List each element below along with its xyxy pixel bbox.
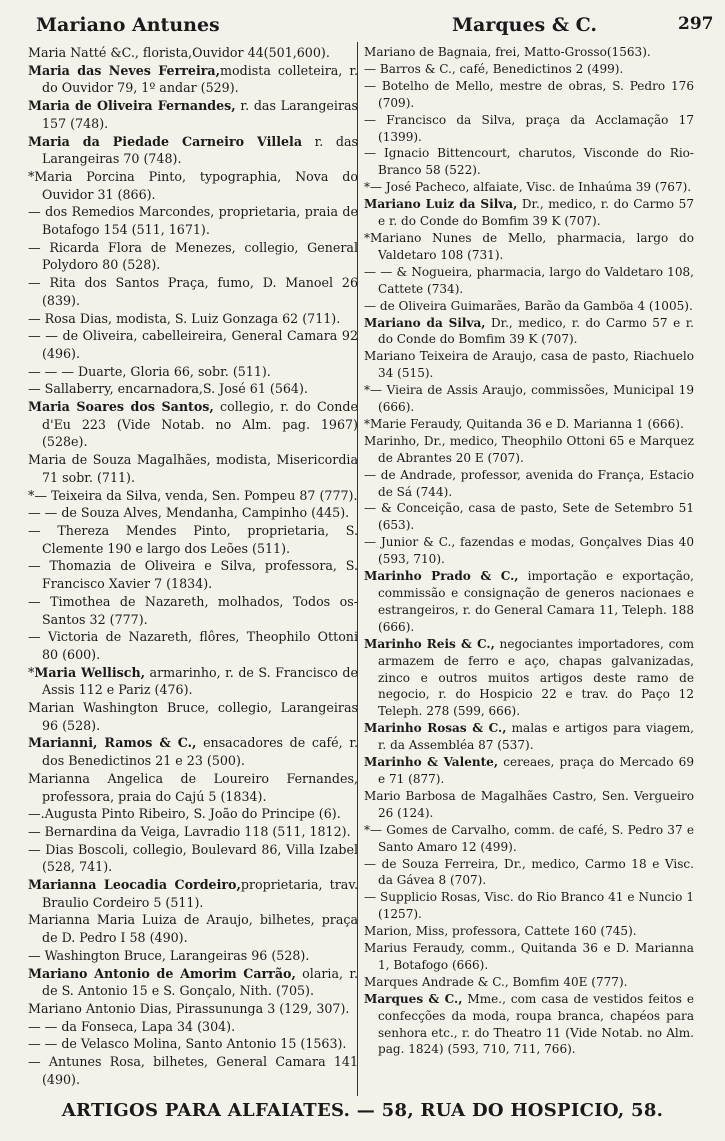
directory-entry: [28, 557, 358, 592]
directory-entry: [28, 947, 358, 965]
entry-text: — — & Nogueira, pharmacia, largo do Valdetaro 108, Cattete (734).: [364, 264, 694, 296]
directory-entry: [364, 112, 694, 146]
directory-entry: [364, 61, 694, 78]
directory-entry: [28, 911, 358, 946]
directory-entry: [28, 699, 358, 734]
entry-text: — — de Oliveira, cabelleireira, General Camara 92 (496).: [28, 328, 358, 361]
directory-entry: [28, 1053, 358, 1088]
directory-entry: [28, 965, 358, 1000]
directory-entry: [28, 805, 358, 823]
entry-text: — Dias Boscoli, collegio, Boulevard 86, Villa Izabel (528, 741).: [28, 841, 358, 875]
directory-entry: [28, 504, 358, 522]
page-number: 297: [678, 14, 714, 34]
entry-name-bold: Marianni, Ramos & C.,: [28, 735, 197, 751]
entry-text: negociantes importadores, com armazem de ferro e aço, chapas galvanizadas, zinco e outros muitos artigos deste ramo de negocio, r. do Hospicio 22 e trav. do Paço 12 Teleph. 278 (599, 666).: [378, 636, 694, 719]
directory-entry: [28, 876, 358, 911]
directory-entry: [364, 889, 694, 923]
entry-text: Mariano de Bagnaia, frei, Matto-Grosso(1563).: [364, 45, 651, 59]
entry-name-bold: Marques & C.,: [364, 991, 463, 1006]
directory-entry: [28, 168, 358, 203]
directory-entry: [364, 433, 694, 467]
directory-entry: [28, 380, 358, 398]
entry-text: — Barros & C., café, Benedictinos 2 (499).: [364, 61, 624, 76]
directory-entry: [364, 534, 694, 568]
directory-entry: [28, 487, 358, 505]
page-header: [0, 14, 725, 44]
directory-entry: [364, 788, 694, 822]
entry-text: Mariano Antonio Dias, Pirassununga 3 (129, 307).: [28, 1000, 350, 1016]
entry-text: Marianna Angelica de Loureiro Fernandes, professora, praia do Cajú 5 (1834).: [28, 770, 358, 804]
entry-text: — Ignacio Bittencourt, charutos, Visconde do Rio-Branco 58 (522).: [364, 146, 694, 178]
entry-text: olaria, r. de S. Antonio 15 e S. Gonçalo, Nith. (705).: [42, 965, 358, 999]
directory-entry: [28, 593, 358, 628]
entry-text: Mario Barbosa de Magalhães Castro, Sen. Vergueiro 26 (124).: [364, 788, 694, 820]
entry-text: *— Teixeira da Silva, venda, Sen. Pompeu 87 (777).: [28, 487, 358, 503]
directory-entry: [28, 97, 358, 132]
directory-entry: [364, 416, 694, 433]
entry-text: Marius Feraudy, comm., Quitanda 36 e D. Marianna 1, Botafogo (666).: [364, 941, 694, 972]
entry-text: Marian Washington Bruce, collegio, Larangeiras 96 (528).: [28, 700, 358, 733]
directory-entry: [364, 822, 694, 856]
directory-entry: [28, 62, 358, 97]
entry-text: Marinho, Dr., medico, Theophilo Ottoni 65 e Marquez de Abrantes 20 E (707).: [364, 433, 694, 465]
entry-text: — — de Souza Alves, Mendanha, Campinho (445).: [28, 505, 350, 521]
entry-text: *Marie Feraudy, Quitanda 36 e D. Marianna 1 (666).: [364, 416, 684, 431]
directory-entry: [28, 1018, 358, 1036]
directory-entry: [28, 823, 358, 841]
directory-entry: [364, 568, 694, 636]
directory-entry: [28, 1000, 358, 1018]
directory-entry: [28, 274, 358, 309]
entry-text: r. das Larangeiras 70 (748).: [42, 133, 358, 167]
entry-text: — Francisco da Silva, praça da Acclamação 17 (1399).: [364, 112, 694, 144]
directory-entry: [28, 841, 358, 876]
entry-text: — Ricarda Flora de Menezes, collegio, General Polydoro 80 (528).: [28, 239, 358, 273]
directory-entry: [28, 1035, 358, 1053]
entry-name-bold: Marinho & Valente,: [364, 755, 499, 770]
directory-entry: [364, 856, 694, 890]
directory-entry: [364, 298, 694, 315]
entry-text: *Maria Porcina Pinto, typographia, Nova do Ouvidor 31 (866).: [28, 168, 358, 202]
entry-text: *— José Pacheco, alfaiate, Visc. de Inhaúma 39 (767).: [364, 180, 692, 195]
column-divider: [357, 42, 358, 1096]
entry-text: — Sallaberry, encarnadora,S. José 61 (564).: [28, 381, 308, 397]
entry-text: armarinho, r. de S. Francisco de Assis 112 e Pariz (476).: [42, 664, 358, 698]
directory-entry: [28, 203, 358, 238]
entry-name-bold: Maria de Oliveira Fernandes,: [28, 98, 236, 114]
entry-text: importação e exportação, commissão e consignação de generos nacionaes e estrangeiros, r. do General Camara 11, Teleph. 188 (666).: [378, 569, 694, 634]
entry-text: r. das Larangeiras 157 (748).: [42, 98, 359, 131]
directory-entry: [28, 310, 358, 328]
entry-text: Marion, Miss, professora, Cattete 160 (745).: [364, 924, 637, 939]
directory-entry: [28, 734, 358, 769]
entry-text: ensacadores de café, r. dos Benedictinos 21 e 23 (500).: [42, 735, 358, 769]
entry-text: — Junior & C., fazendas e modas, Gonçalves Dias 40 (593, 710).: [364, 535, 694, 567]
directory-entry: [28, 522, 358, 557]
directory-entry: [28, 44, 358, 62]
entry-text: proprietaria, trav. Braulio Cordeiro 5 (511).: [42, 877, 358, 910]
entry-text: — Thomazia de Oliveira e Silva, professora, S. Francisco Xavier 7 (1834).: [28, 558, 358, 592]
entry-name-bold: Marianna Leocadia Cordeiro,: [28, 877, 241, 893]
entry-name-bold: Mariano da Silva,: [364, 315, 486, 330]
directory-entry: [364, 991, 694, 1059]
entry-text: — Victoria de Nazareth, flôres, Theophilo Ottoni 80 (600).: [28, 629, 358, 662]
entry-text: modista colleteira, r. do Ouvidor 79, 1º andar (529).: [42, 62, 359, 96]
directory-entry: [364, 754, 694, 788]
entry-name-bold: Marinho Rosas & C.,: [364, 721, 507, 736]
entry-text: — dos Remedios Marcondes, proprietaria, praia de Botafogo 154 (511, 1671).: [28, 204, 358, 238]
left-column: [28, 44, 358, 1088]
entry-text: Marianna Maria Luiza de Araujo, bilhetes, praça de D. Pedro I 58 (490).: [28, 912, 358, 946]
entry-name-bold: Mariano Antonio de Amorim Carrão,: [28, 965, 296, 981]
entry-text: — Rita dos Santos Praça, fumo, D. Manoel 26 (839).: [28, 275, 358, 308]
entry-marker: *: [28, 664, 35, 680]
entry-text: — Bernardina da Veiga, Lavradio 118 (511, 1812).: [28, 823, 351, 839]
entry-text: — de Souza Ferreira, Dr., medico, Carmo 18 e Visc. da Gávea 8 (707).: [364, 856, 694, 888]
directory-entry: [364, 264, 694, 298]
entry-text: Mariano Teixeira de Araujo, casa de pasto, Riachuelo 34 (515).: [364, 349, 694, 381]
header-right-guide-word: Marques & C.: [452, 14, 598, 36]
right-column: [364, 44, 694, 1058]
directory-entry: [364, 382, 694, 416]
directory-entry: [364, 500, 694, 534]
entry-text: *— Vieira de Assis Araujo, commissões, Municipal 19 (666).: [364, 383, 694, 415]
entry-text: *Mariano Nunes de Mello, pharmacia, largo do Valdetaro 108 (731).: [364, 230, 694, 262]
entry-text: — Rosa Dias, modista, S. Luiz Gonzaga 62 (711).: [28, 310, 341, 326]
directory-entry: [364, 974, 694, 991]
entry-name-bold: Marinho Reis & C.,: [364, 636, 495, 651]
entry-text: Dr., medico, r. do Carmo 57 e r. do Conde do Bomfim 39 K (707).: [378, 315, 694, 347]
directory-entry: [364, 315, 694, 349]
entry-text: Mme., com casa de vestidos feitos e confecções da moda, roupa branca, chapéos para senhora etc., r. do Theatro 11 (Vide Notab. no Alm. pag. 1824) (593, 710, 711, 766).: [378, 991, 694, 1057]
directory-entry: [28, 451, 358, 486]
entry-text: cereaes, praça do Mercado 69 e 71 (877).: [378, 755, 694, 786]
entry-name-bold: Maria Wellisch,: [34, 664, 146, 680]
entry-text: — Washington Bruce, Larangeiras 96 (528).: [28, 947, 310, 963]
entry-text: — Supplicio Rosas, Visc. do Rio Branco 41 e Nuncio 1 (1257).: [364, 890, 694, 922]
directory-entry: [364, 44, 694, 61]
entry-text: collegio, r. do Conde d'Eu 223 (Vide Notab. no Alm. pag. 1967) (528e).: [42, 399, 358, 450]
directory-entry: [28, 239, 358, 274]
entry-text: Maria Natté &C., florista,Ouvidor 44(501,600).: [28, 45, 330, 60]
directory-entry: [28, 770, 358, 805]
directory-entry: [364, 78, 694, 112]
directory-entry: [364, 348, 694, 382]
entry-text: malas e artigos para viagem, r. da Assembléa 87 (537).: [378, 721, 694, 753]
directory-entry: [364, 720, 694, 754]
directory-entry: [28, 664, 358, 699]
entry-text: — & Conceição, casa de pasto, Sete de Setembro 51 (653).: [364, 501, 694, 533]
entry-text: Maria de Souza Magalhães, modista, Misericordia 71 sobr. (711).: [28, 452, 358, 485]
entry-text: — Timothea de Nazareth, molhados, Todos os-Santos 32 (777).: [28, 593, 358, 627]
directory-entry: [28, 628, 358, 663]
entry-text: — — de Velasco Molina, Santo Antonio 15 (1563).: [28, 1036, 347, 1052]
directory-entry: [364, 179, 694, 196]
entry-name-bold: Mariano Luiz da Silva,: [364, 197, 518, 212]
directory-entry: [364, 636, 694, 721]
entry-text: Dr., medico, r. do Carmo 57 e r. do Conde do Bomfim 39 K (707).: [378, 197, 694, 229]
entry-name-bold: Marinho Prado & C.,: [364, 569, 519, 584]
entry-text: Marques Andrade & C., Bomfim 40E (777).: [364, 974, 628, 989]
entry-name-bold: Maria Soares dos Santos,: [28, 399, 214, 415]
directory-entry: [364, 940, 694, 974]
directory-entry: [364, 145, 694, 179]
entry-text: — — — Duarte, Gloria 66, sobr. (511).: [28, 363, 271, 379]
entry-text: — Botelho de Mello, mestre de obras, S. Pedro 176 (709).: [364, 78, 694, 110]
directory-entry: [28, 363, 358, 381]
entry-text: *— Gomes de Carvalho, comm. de café, S. Pedro 37 e Santo Amaro 12 (499).: [364, 822, 694, 854]
entry-text: — Antunes Rosa, bilhetes, General Camara 141 (490).: [28, 1054, 358, 1087]
directory-entry: [28, 398, 358, 451]
directory-entry: [28, 133, 358, 168]
entry-text: — — da Fonseca, Lapa 34 (304).: [28, 1018, 236, 1034]
entry-text: — de Oliveira Guimarães, Barão da Gamböa 4 (1005).: [364, 298, 693, 313]
entry-text: — de Andrade, professor, avenida do França, Estacio de Sá (744).: [364, 467, 694, 499]
directory-entry: [364, 923, 694, 940]
entry-text: — Thereza Mendes Pinto, proprietaria, S. Clemente 190 e largo dos Leões (511).: [28, 522, 358, 556]
directory-entry: [364, 196, 694, 230]
directory-entry: [364, 467, 694, 501]
footer-advertisement: ARTIGOS PARA ALFAIATES. — 58, RUA DO HOSPICIO, 58.: [61, 1100, 664, 1121]
header-left-guide-word: Mariano Antunes: [36, 14, 220, 36]
entry-name-bold: Maria das Neves Ferreira,: [28, 62, 221, 78]
entry-text: —.Augusta Pinto Ribeiro, S. João do Principe (6).: [28, 806, 341, 822]
entry-name-bold: Maria da Piedade Carneiro Villela: [28, 133, 303, 149]
directory-entry: [364, 230, 694, 264]
directory-entry: [28, 327, 358, 362]
